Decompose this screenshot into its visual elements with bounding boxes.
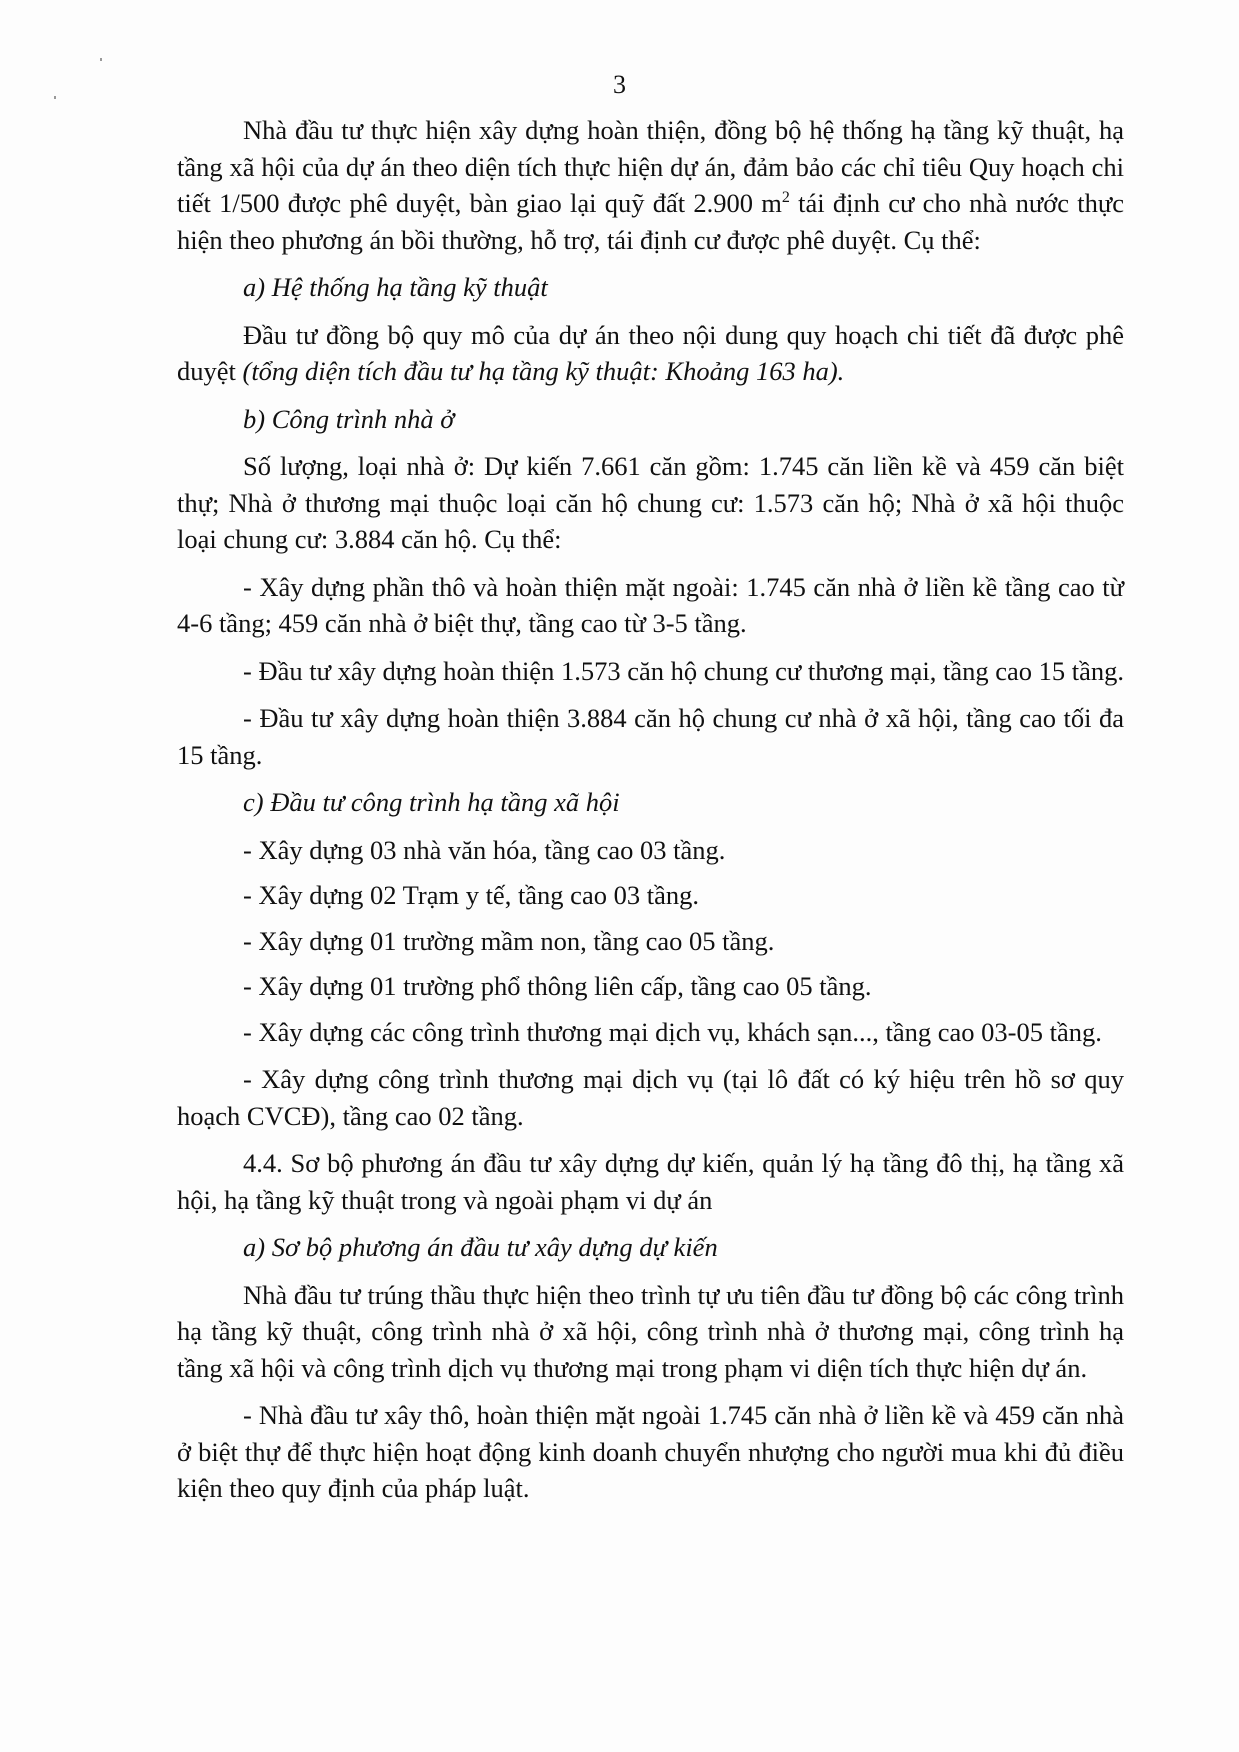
scan-speck — [100, 58, 102, 61]
document-body — [177, 112, 1124, 1518]
paragraph-investor-priority: Nhà đầu tư trúng thầu thực hiện theo trình tự ưu tiên đầu tư đồng bộ các công trình hạ tầng kỹ thuật, công trình nhà ở xã hội, công trình nhà ở thương mại, công trình hạ tầng xã hội và công trình dịch vụ thương mại trong phạm vi diện tích thực hiện dự án. — [177, 1279, 1124, 1383]
heading-a-technical-infrastructure: a) Hệ thống hạ tầng kỹ thuật — [243, 272, 548, 302]
paragraph-intro-text: Nhà đầu tư thực hiện xây dựng hoàn thiện, đồng bộ hệ thống hạ tầng kỹ thuật, hạ tầng xã hội của dự án theo diện tích thực hiện dự án, đảm bảo các chỉ tiêu Quy hoạch chi tiết 1/500 được phê duyệt, bàn giao lại quỹ đất 2.900 m — [177, 115, 1124, 218]
list-item: - Xây dựng 02 Trạm y tế, tầng cao 03 tầng. — [243, 880, 699, 910]
heading-b-housing: b) Công trình nhà ở — [243, 403, 455, 434]
list-item: - Đầu tư xây dựng hoàn thiện 1.573 căn hộ chung cư thương mại, tầng cao 15 tầng. — [243, 655, 1124, 686]
list-item: - Đầu tư xây dựng hoàn thiện 3.884 căn hộ chung cư nhà ở xã hội, tầng cao tối đa 15 tầng. — [177, 703, 1124, 770]
heading-c-social-infrastructure: c) Đầu tư công trình hạ tầng xã hội — [243, 787, 620, 817]
list-item: - Xây dựng 03 nhà văn hóa, tầng cao 03 tầng. — [243, 834, 726, 865]
list-item: - Nhà đầu tư xây thô, hoàn thiện mặt ngoài 1.745 căn nhà ở liền kề và 459 căn nhà ở biệt thự để thực hiện hoạt động kinh doanh chuyển nhượng cho người mua khi đủ điều kiện theo quy định của pháp luật. — [177, 1400, 1124, 1503]
list-item: - Xây dựng 01 trường phổ thông liên cấp, tầng cao 05 tầng. — [243, 971, 872, 1001]
paragraph-italic-text: (tổng diện tích đầu tư hạ tầng kỹ thuật: Khoảng 163 ha). — [242, 356, 845, 386]
heading-4-4-a: a) Sơ bộ phương án đầu tư xây dựng dự kiến — [243, 1232, 718, 1262]
paragraph-intro-text-cont: tái định cư cho nhà nước thực hiện theo phương án bồi thường, hỗ trợ, tái định cư được phê duyệt. Cụ thể: — [177, 188, 1124, 255]
paragraph-normal-text: Đầu tư đồng bộ quy mô của dự án theo nội dung quy hoạch chi tiết đã được phê duyệt — [177, 319, 1124, 386]
page-number: 3 — [613, 70, 626, 99]
list-item: - Xây dựng các công trình thương mại dịch vụ, khách sạn..., tầng cao 03-05 tầng. — [243, 1016, 1102, 1047]
paragraph-intro — [177, 112, 1124, 258]
paragraph-housing-quantity: Số lượng, loại nhà ở: Dự kiến 7.661 căn gồm: 1.745 căn liền kề và 459 căn biệt thự; Nhà ở thương mại thuộc loại căn hộ chung cư: 1.573 căn hộ; Nhà ở xã hội thuộc loại chung cư: 3.884 căn hộ. Cụ thể: — [177, 451, 1124, 554]
list-item: - Xây dựng công trình thương mại dịch vụ (tại lô đất có ký hiệu trên hồ sơ quy hoạch CVCĐ), tầng cao 02 tầng. — [177, 1064, 1124, 1131]
section-4-4-heading: 4.4. Sơ bộ phương án đầu tư xây dựng dự kiến, quản lý hạ tầng đô thị, hạ tầng xã hội, hạ tầng kỹ thuật trong và ngoài phạm vi dự án — [177, 1148, 1124, 1215]
paragraph-technical-infrastructure — [177, 317, 1124, 390]
superscript-2: 2 — [781, 189, 790, 207]
list-item: - Xây dựng phần thô và hoàn thiện mặt ngoài: 1.745 căn nhà ở liền kề tầng cao từ 4-6 tầng; 459 căn nhà ở biệt thự, tầng cao từ 3-5 tầng. — [177, 571, 1124, 638]
list-item: - Xây dựng 01 trường mầm non, tầng cao 05 tầng. — [243, 925, 775, 956]
